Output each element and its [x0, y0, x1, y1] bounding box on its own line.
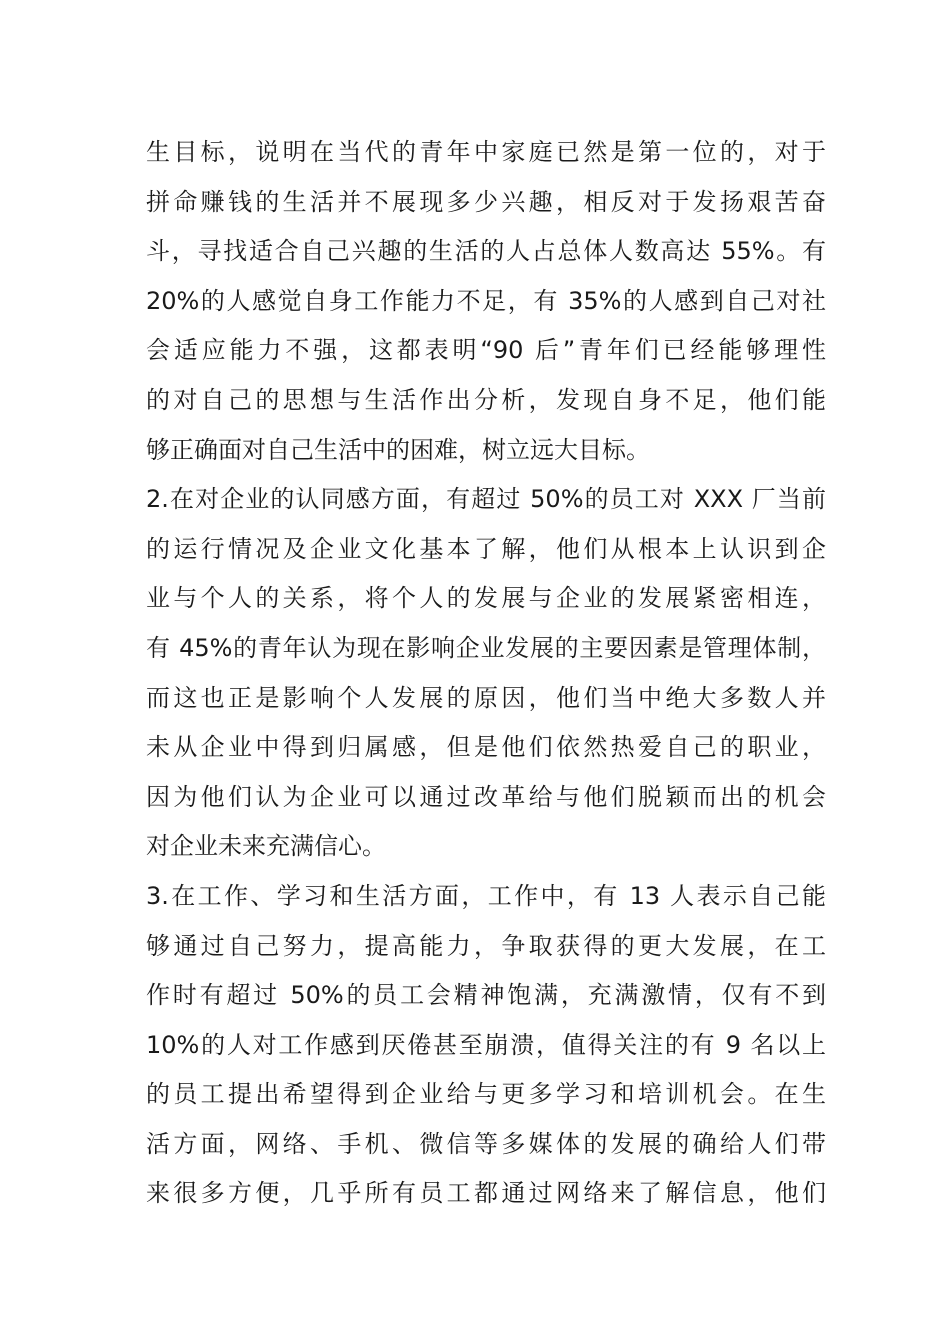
text-line: 的运行情况及企业文化基本了解，他们从根本上认识到企	[146, 534, 826, 563]
text-line: 10%的人对工作感到厌倦甚至崩溃，值得关注的有 9 名以上	[146, 1030, 826, 1059]
text-line: 够通过自己努力，提高能力，争取获得的更大发展，在工	[146, 931, 826, 960]
text-line: 生目标，说明在当代的青年中家庭已然是第一位的，对于	[146, 138, 826, 166]
text-line: 拼命赚钱的生活并不展现多少兴趣，相反对于发扬艰苦奋	[146, 187, 826, 216]
text-line: 对企业未来充满信心。	[146, 832, 386, 861]
text-line: 因为他们认为企业可以通过改革给与他们脱颖而出的机会	[146, 782, 826, 811]
text-line: 20%的人感觉自身工作能力不足，有 35%的人感到自己对社	[146, 286, 826, 315]
text-line: 有 45%的青年认为现在影响企业发展的主要因素是管理体制，	[146, 633, 826, 662]
text-line: 够正确面对自己生活中的困难，树立远大目标。	[146, 435, 650, 464]
text-line: 的员工提出希望得到企业给与更多学习和培训机会。在生	[146, 1080, 826, 1109]
text-line: 斗，寻找适合自己兴趣的生活的人占总体人数高达 55%。有	[146, 237, 826, 266]
text-line: 未从企业中得到归属感，但是他们依然热爱自己的职业，	[146, 733, 826, 762]
text-line: 业与个人的关系，将个人的发展与企业的发展紧密相连，	[146, 584, 826, 613]
text-line: 会适应能力不强，这都表明“90 后”青年们已经能够理性	[146, 336, 826, 365]
body-text	[146, 128, 826, 1219]
text-line: 的对自己的思想与生活作出分析，发现自身不足，他们能	[146, 385, 826, 414]
text-line: 3.在工作、学习和生活方面，工作中，有 13 人表示自己能	[146, 881, 826, 910]
text-line: 而这也正是影响个人发展的原因，他们当中绝大多数人并	[146, 683, 826, 712]
text-line: 作时有超过 50%的员工会精神饱满，充满激情，仅有不到	[146, 981, 826, 1010]
text-line: 来很多方便，几乎所有员工都通过网络来了解信息，他们	[146, 1179, 826, 1208]
text-line: 2.在对企业的认同感方面，有超过 50%的员工对 XXX 厂当前	[146, 485, 826, 514]
text-line: 活方面，网络、手机、微信等多媒体的发展的确给人们带	[146, 1129, 826, 1158]
